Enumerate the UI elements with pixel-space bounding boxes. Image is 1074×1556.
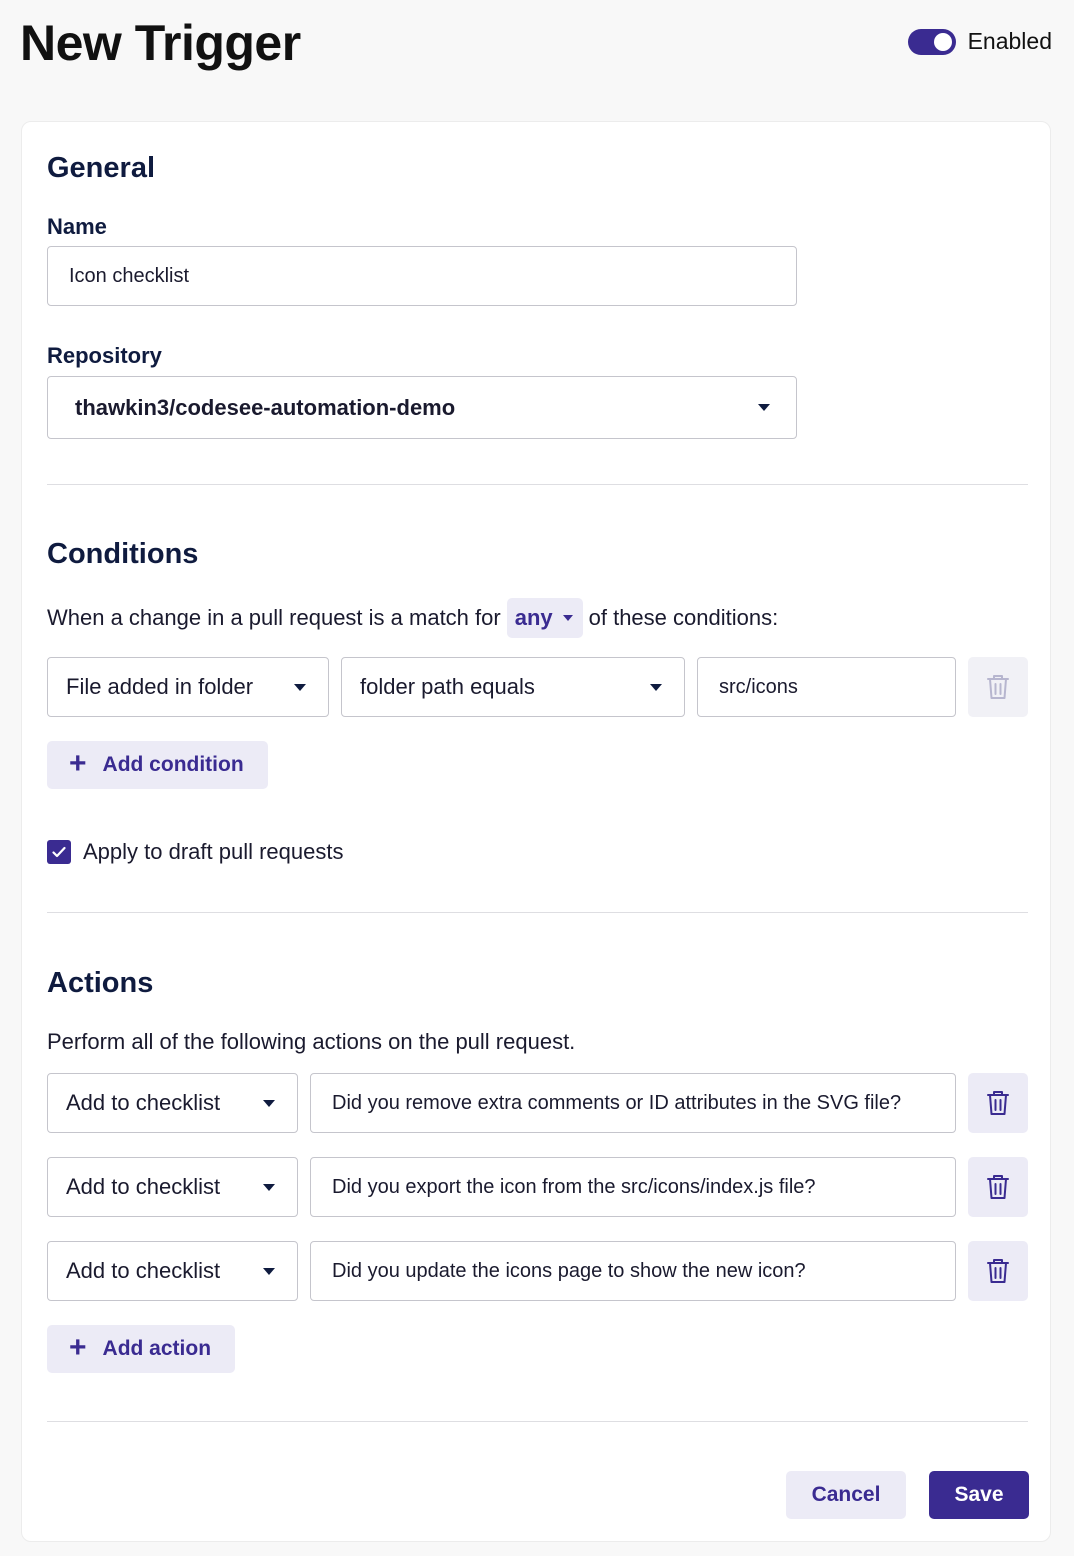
draft-checkbox-label: Apply to draft pull requests: [83, 839, 344, 864]
check-icon: [52, 846, 66, 858]
condition-value-input[interactable]: src/icons: [697, 657, 956, 717]
plus-icon: +: [69, 1330, 87, 1364]
chevron-down-icon: [263, 1268, 275, 1275]
match-mode-select[interactable]: [507, 598, 583, 638]
general-section-title: General: [47, 152, 155, 184]
chevron-down-icon: [563, 615, 573, 621]
trash-icon: [987, 1174, 1009, 1200]
conditions-sentence-before: When a change in a pull request is a match for: [47, 605, 501, 630]
name-label: Name: [47, 214, 107, 239]
trash-icon: [987, 1090, 1009, 1116]
section-divider: [47, 484, 1028, 485]
chevron-down-icon: [263, 1100, 275, 1107]
actions-description: Perform all of the following actions on the pull request.: [47, 1029, 576, 1054]
delete-action-button[interactable]: [968, 1241, 1028, 1301]
add-condition-label: Add condition: [102, 753, 244, 776]
section-divider: [47, 1421, 1028, 1422]
repository-select[interactable]: [47, 376, 797, 439]
enabled-label: Enabled: [967, 28, 1052, 54]
condition-operator-select[interactable]: [341, 657, 685, 717]
trash-icon: [987, 674, 1009, 700]
condition-type-select[interactable]: [47, 657, 329, 717]
repository-select-value: thawkin3/codesee-automation-demo: [75, 394, 456, 420]
delete-action-button[interactable]: [968, 1157, 1028, 1217]
action-value-input[interactable]: Did you update the icons page to show the new icon?: [310, 1241, 956, 1301]
action-value-input[interactable]: Did you export the icon from the src/icons/index.js file?: [310, 1157, 956, 1217]
conditions-sentence: [47, 598, 778, 638]
action-type-select[interactable]: [47, 1241, 298, 1301]
conditions-section-title: Conditions: [47, 538, 199, 570]
chevron-down-icon: [758, 404, 770, 411]
page-title: New Trigger: [20, 15, 301, 71]
add-action-button[interactable]: [47, 1325, 235, 1373]
action-type-value: Add to checklist: [66, 1258, 221, 1283]
draft-checkbox[interactable]: [47, 840, 71, 864]
action-type-value: Add to checklist: [66, 1174, 221, 1199]
delete-condition-button[interactable]: [968, 657, 1028, 717]
name-input[interactable]: Icon checklist: [47, 246, 797, 306]
enabled-toggle[interactable]: [908, 28, 1052, 55]
add-action-label: Add action: [102, 1337, 212, 1360]
toggle-knob: [934, 33, 952, 51]
repository-label: Repository: [47, 343, 162, 368]
cancel-button[interactable]: Cancel: [786, 1471, 906, 1519]
action-type-select[interactable]: [47, 1157, 298, 1217]
plus-icon: +: [69, 746, 87, 780]
draft-checkbox-row[interactable]: [47, 839, 343, 865]
save-button[interactable]: Save: [929, 1471, 1029, 1519]
match-mode-value: any: [514, 605, 553, 630]
delete-action-button[interactable]: [968, 1073, 1028, 1133]
conditions-sentence-after: of these conditions:: [588, 605, 779, 630]
condition-operator-value: folder path equals: [360, 674, 535, 699]
chevron-down-icon: [263, 1184, 275, 1191]
action-value-input[interactable]: Did you remove extra comments or ID attributes in the SVG file?: [310, 1073, 956, 1133]
action-type-select[interactable]: [47, 1073, 298, 1133]
add-condition-button[interactable]: [47, 741, 268, 789]
trash-icon: [987, 1258, 1009, 1284]
chevron-down-icon: [294, 684, 306, 691]
toggle-switch[interactable]: [908, 29, 956, 55]
actions-section-title: Actions: [47, 967, 154, 999]
trigger-form-card: [21, 121, 1051, 1542]
section-divider: [47, 912, 1028, 913]
action-type-value: Add to checklist: [66, 1090, 221, 1115]
chevron-down-icon: [650, 684, 662, 691]
condition-type-value: File added in folder: [66, 674, 254, 699]
